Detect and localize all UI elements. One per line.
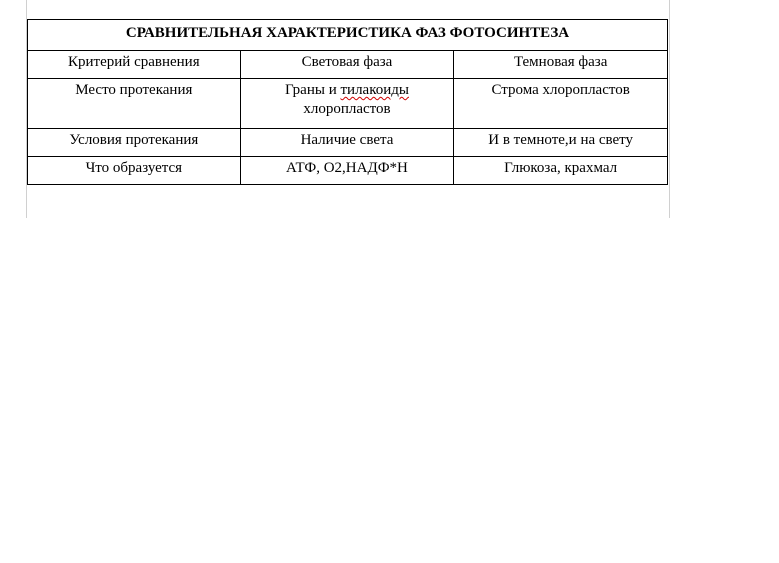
cell-light-conditions: Наличие света <box>240 129 454 157</box>
spellcheck-flagged-word: тилакоиды <box>340 82 409 98</box>
table-row <box>28 79 668 129</box>
table-row <box>28 157 668 185</box>
light-place-prefix: Граны и <box>284 82 341 98</box>
photosynthesis-comparison-table <box>27 19 668 185</box>
header-dark-phase: Темновая фаза <box>454 51 668 79</box>
cell-criterion-products: Что образуется <box>28 157 241 185</box>
document-page <box>26 0 670 218</box>
cell-light-place <box>240 79 454 129</box>
light-place-suffix: хлоропластов <box>303 101 391 117</box>
cell-dark-products: Глюкоза, крахмал <box>454 157 668 185</box>
header-criterion: Критерий сравнения <box>28 51 241 79</box>
cell-criterion-place: Место протекания <box>28 79 241 129</box>
cell-dark-place: Строма хлоропластов <box>454 79 668 129</box>
cell-light-products: АТФ, О2,НАДФ*Н <box>240 157 454 185</box>
cell-criterion-conditions: Условия протекания <box>28 129 241 157</box>
table-title-row <box>28 20 668 51</box>
table-row <box>28 129 668 157</box>
table-header-row <box>28 51 668 79</box>
header-light-phase: Световая фаза <box>240 51 454 79</box>
table-title: СРАВНИТЕЛЬНАЯ ХАРАКТЕРИСТИКА ФАЗ ФОТОСИНТЕЗА <box>28 20 668 51</box>
cell-dark-conditions: И в темноте,и на свету <box>454 129 668 157</box>
